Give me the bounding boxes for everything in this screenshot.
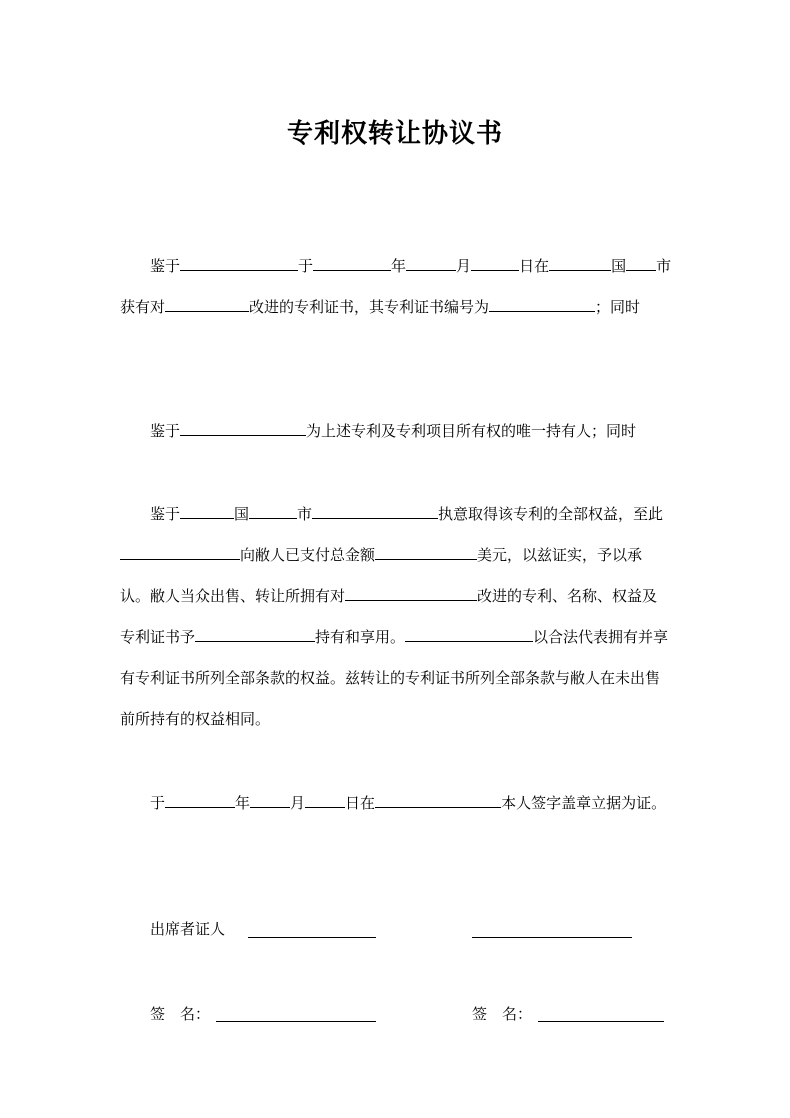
blank-country[interactable] bbox=[549, 269, 611, 271]
p4-text-4: 日在 bbox=[345, 794, 376, 812]
p1-text-8: 改进的专利证书，其专利证书编号为 bbox=[249, 298, 490, 316]
blank-improvement[interactable] bbox=[165, 310, 249, 312]
p1-text-4: 月 bbox=[456, 257, 472, 275]
p3-text-3: 市 bbox=[297, 505, 313, 523]
blank-day[interactable] bbox=[471, 269, 519, 271]
witness-label: 出席者证人 bbox=[150, 920, 226, 938]
p1-text-3: 年 bbox=[391, 257, 407, 275]
blank-buyer-city[interactable] bbox=[249, 517, 297, 519]
p4-text-3: 月 bbox=[290, 794, 306, 812]
p3-text-7: 改进的专利、名称、权益及专利证书予 bbox=[120, 587, 658, 646]
blank-legal-representative[interactable] bbox=[405, 640, 533, 642]
blank-year[interactable] bbox=[313, 269, 391, 271]
signature-row-left bbox=[150, 1003, 210, 1024]
p3-text-5: 向敝人已支付总金额 bbox=[240, 546, 376, 564]
p1-text-1: 鉴于 bbox=[150, 257, 181, 275]
blank-month[interactable] bbox=[406, 269, 456, 271]
p1-text-7: 市获有对 bbox=[120, 257, 672, 316]
p4-text-2: 年 bbox=[235, 794, 251, 812]
p3-text-9: 以合法代表拥有并享有专利证书所列全部条款的权益。兹转让的专利证书所列全部条款与敝人在未出售前所持有的权益相同。 bbox=[120, 628, 669, 728]
signature-row-right bbox=[472, 1003, 532, 1024]
p2-text-2: 为上述专利及专利项目所有权的唯一持有人；同时 bbox=[306, 422, 637, 440]
p3-text-1: 鉴于 bbox=[150, 505, 181, 523]
paragraph-1 bbox=[120, 246, 672, 328]
blank-payer[interactable] bbox=[120, 558, 240, 560]
paragraph-3 bbox=[120, 494, 672, 740]
p1-text-9: ；同时 bbox=[595, 298, 641, 316]
p3-text-8: 持有和享用。 bbox=[315, 628, 406, 646]
blank-sign-year[interactable] bbox=[165, 806, 235, 808]
blank-sign-place[interactable] bbox=[375, 806, 501, 808]
blank-improved-item[interactable] bbox=[345, 599, 477, 601]
blank-assignor-name[interactable] bbox=[180, 269, 298, 271]
blank-sole-holder[interactable] bbox=[180, 434, 306, 436]
p1-text-5: 日在 bbox=[519, 257, 550, 275]
p1-text-6: 国 bbox=[611, 257, 627, 275]
witness-line-right[interactable] bbox=[472, 936, 632, 938]
blank-patent-number[interactable] bbox=[489, 310, 595, 312]
blank-buyer-name[interactable] bbox=[312, 517, 438, 519]
p1-text-2: 于 bbox=[298, 257, 314, 275]
document-title: 专利权转让协议书 bbox=[286, 119, 503, 150]
paragraph-2 bbox=[120, 411, 672, 452]
blank-transferee[interactable] bbox=[195, 640, 315, 642]
blank-sign-day[interactable] bbox=[305, 806, 345, 808]
witness-row bbox=[150, 918, 225, 939]
blank-country-tail[interactable] bbox=[626, 269, 656, 271]
p3-text-2: 国 bbox=[234, 505, 250, 523]
paragraph-4 bbox=[120, 783, 672, 824]
p3-text-4: 执意取得该专利的全部权益，至此 bbox=[438, 505, 664, 523]
blank-buyer-country[interactable] bbox=[180, 517, 234, 519]
p4-text-5: 本人签字盖章立据为证。 bbox=[501, 794, 667, 812]
signature-line-right[interactable] bbox=[538, 1020, 664, 1022]
witness-line-left[interactable] bbox=[248, 936, 376, 938]
p3-text-6: 美元，以兹证实，予以承认。敝人当众出售、转让所拥有对 bbox=[120, 546, 643, 605]
sign-label-right: 签 名： bbox=[472, 1005, 533, 1023]
signature-line-left[interactable] bbox=[216, 1020, 376, 1022]
sign-label-left: 签 名： bbox=[150, 1005, 211, 1023]
p4-text-1: 于 bbox=[150, 794, 166, 812]
blank-amount[interactable] bbox=[375, 558, 477, 560]
p2-text-1: 鉴于 bbox=[150, 422, 181, 440]
blank-sign-month[interactable] bbox=[250, 806, 290, 808]
